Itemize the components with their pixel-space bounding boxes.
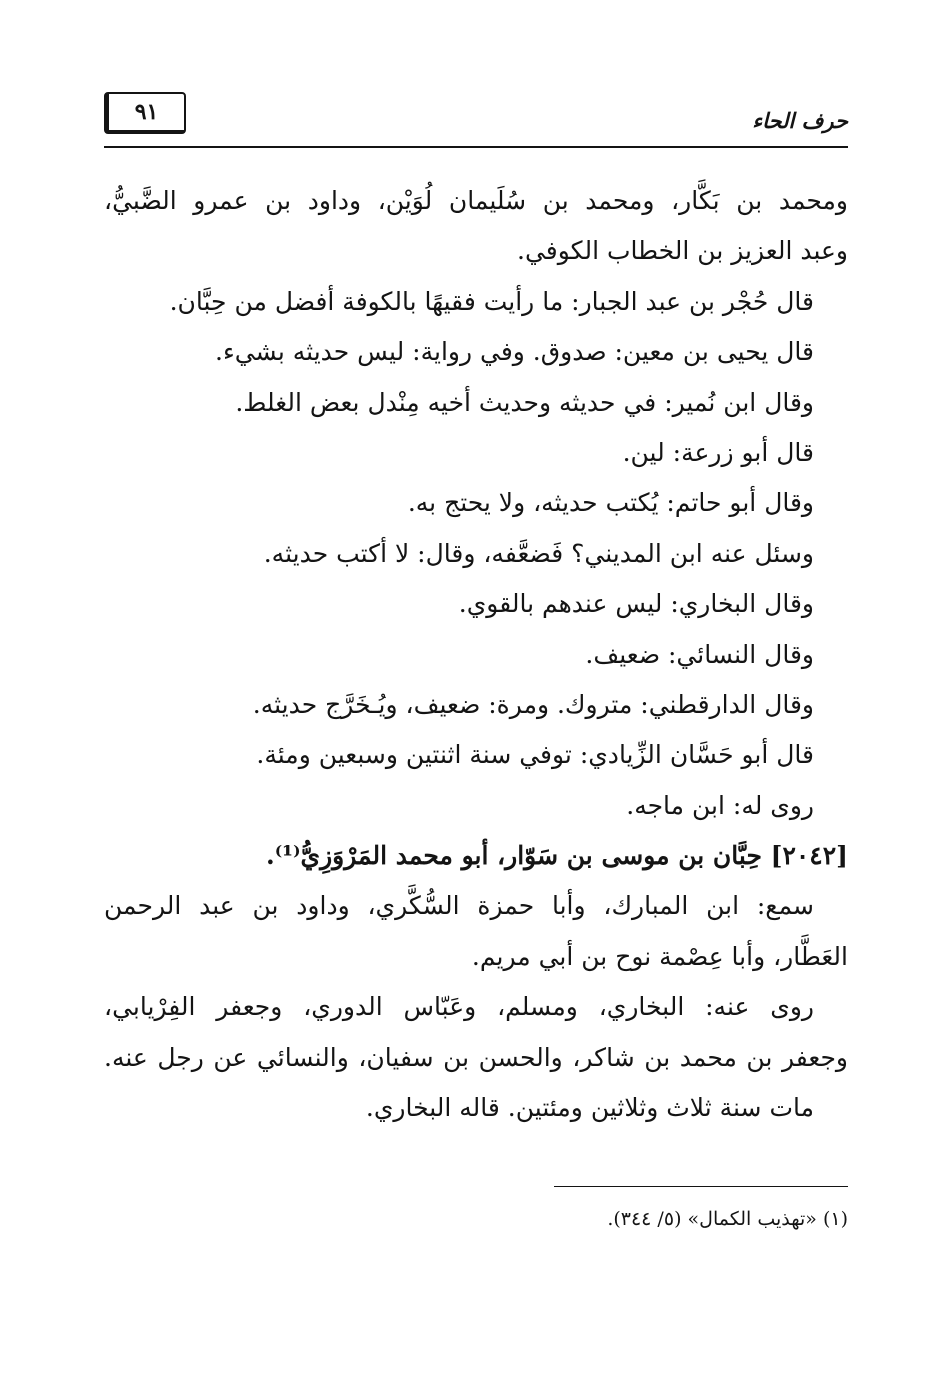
body-line: وسئل عنه ابن المديني؟ فَضعَّفه، وقال: لا أكتب حديثه. (263, 538, 814, 568)
page-number: ٩١ (134, 99, 159, 125)
body-line: وقال أبو حاتم: يُكتب حديثه، ولا يحتج به. (407, 488, 814, 518)
body-line: قال يحيى بن معين: صدوق. وفي رواية: ليس حديثه بشيء. (215, 337, 814, 367)
body-line: سمع: ابن المبارك، وأبا حمزة السُّكَّري، وداود بن عبد الرحمن (104, 891, 814, 921)
body-line: وقال الدارقطني: متروك. ومرة: ضعيف، ويُـخَرَّج حديثه. (252, 689, 814, 719)
body-line: ومحمد بن بَكَّار، ومحمد بن سُلَيمان لُوَيْن، وداود بن عمرو الضَّبيُّ، (104, 186, 848, 215)
entry-heading: [٢٠٤٢] حِبَّان بن موسى بن سَوّار، أبو محمد المَرْوَزِيُّ⁽¹⁾. (265, 841, 848, 871)
body-line: العَطَّار، وأبا عِصْمة نوح بن أبي مريم. (471, 941, 848, 971)
body-line: قال أبو حَسَّان الزِّيادي: توفي سنة اثنتين وسبعين ومئة. (256, 740, 814, 770)
body-line: قال حُجْر بن عبد الجبار: ما رأيت فقيهًا بالكوفة أفضل من حِبَّان. (169, 286, 814, 316)
body-line: وقال النسائي: ضعيف. (585, 639, 814, 669)
footnote: (١) «تهذيب الكمال» (٥/ ٣٤٤). (607, 1208, 848, 1230)
page-header (104, 92, 848, 148)
body-line: مات سنة ثلاث وثلاثين ومئتين. قاله البخاري. (365, 1093, 814, 1123)
body-line: وقال البخاري: ليس عندهم بالقوي. (458, 589, 814, 619)
body-line: وعبد العزيز بن الخطاب الكوفي. (517, 236, 848, 266)
footnote-rule (554, 1186, 848, 1187)
body-line: قال أبو زرعة: لين. (622, 437, 814, 467)
body-line: روى له: ابن ماجه. (626, 790, 814, 820)
header-rule (104, 146, 848, 148)
body-line: روى عنه: البخاري، ومسلم، وعَبّاس الدوري، وجعفر الفِرْيابي، (104, 992, 814, 1022)
body-line: وجعفر بن محمد بن شاكر، والحسن بن سفيان، والنسائي عن رجل عنه. (104, 1042, 848, 1072)
body-line: وقال ابن نُمير: في حديثه وحديث أخيه مِنْدل بعض الغلط. (235, 387, 814, 417)
body-text (104, 176, 848, 1133)
page-number-box (104, 92, 186, 134)
chapter-title: حرف الحاء (752, 108, 848, 133)
